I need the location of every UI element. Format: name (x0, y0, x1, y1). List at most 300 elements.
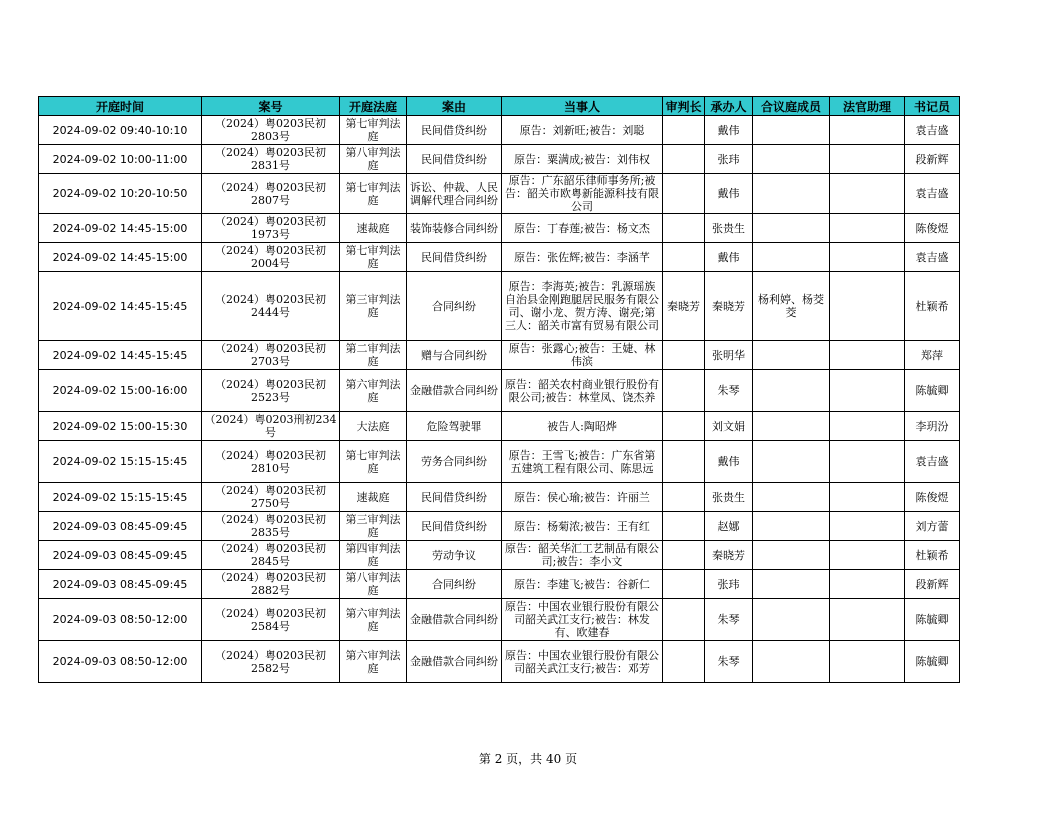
courtroom-cell (340, 599, 407, 641)
handler-cell (705, 441, 753, 483)
presiding-judge-cell (663, 370, 705, 412)
table-row (39, 145, 960, 174)
parties-cell-text: 原告：韶关农村商业银行股份有限公司;被告：林堂凤、饶杰养 (505, 377, 659, 404)
presiding-judge-cell (663, 412, 705, 441)
case-number-cell-text: （2024）粤0203民初2835号 (215, 513, 326, 539)
cause-cell (407, 512, 502, 541)
clerk-cell-text: 杜颖希 (915, 548, 949, 562)
hearing-time-cell (39, 599, 202, 641)
courtroom-cell (340, 641, 407, 683)
presiding-judge-cell (663, 341, 705, 370)
hearing-time-cell (39, 272, 202, 341)
cause-cell (407, 145, 502, 174)
case-number-cell-text: （2024）粤0203民初1973号 (215, 215, 326, 241)
case-number-cell-text: （2024）粤0203刑初234号 (204, 413, 337, 439)
hearing-time-cell-text: 2024-09-02 10:20-10:50 (52, 187, 188, 200)
case-number-cell-text: （2024）粤0203民初2882号 (215, 571, 326, 597)
table-row (39, 214, 960, 243)
page-footer: 第 2 页，共 40 页 (478, 752, 578, 766)
cause-cell-text: 民间借贷纠纷 (421, 490, 487, 504)
hearing-time-cell (39, 512, 202, 541)
courtroom-cell-text: 第六审判法庭 (345, 648, 401, 675)
handler-cell (705, 174, 753, 214)
hearing-time-cell (39, 641, 202, 683)
presiding-judge-cell (663, 116, 705, 145)
clerk-cell (905, 483, 960, 512)
cause-cell (407, 272, 502, 341)
parties-cell-text: 被告人:陶昭烨 (547, 419, 617, 433)
cause-cell (407, 570, 502, 599)
courtroom-cell-text: 大法庭 (356, 419, 390, 433)
hearing-time-cell (39, 243, 202, 272)
cause-cell (407, 214, 502, 243)
presiding-judge-cell (663, 174, 705, 214)
case-number-cell (202, 272, 340, 341)
judge-assistant-cell (830, 412, 905, 441)
hearing-time-cell (39, 341, 202, 370)
table-row (39, 174, 960, 214)
courtroom-cell (340, 174, 407, 214)
handler-cell (705, 370, 753, 412)
cause-cell (407, 541, 502, 570)
hearing-time-cell (39, 370, 202, 412)
clerk-cell-text: 陈俊煜 (915, 221, 949, 235)
handler-cell (705, 512, 753, 541)
cause-cell-text: 民间借贷纠纷 (421, 152, 487, 166)
header-courtroom: 开庭法庭 (340, 97, 407, 116)
parties-cell (502, 214, 663, 243)
judge-assistant-cell (830, 243, 905, 272)
parties-cell-text: 原告：张露心;被告：王婕、林伟滨 (508, 342, 656, 368)
clerk-cell-text: 段新辉 (915, 577, 949, 591)
courtroom-cell (340, 243, 407, 272)
table-row (39, 483, 960, 512)
case-number-cell-text: （2024）粤0203民初2703号 (215, 342, 326, 368)
cause-cell-text: 民间借贷纠纷 (421, 123, 487, 137)
handler-cell (705, 272, 753, 341)
parties-cell-text: 原告：侯心瑜;被告：许丽兰 (514, 490, 650, 504)
panel-members-cell (753, 483, 830, 512)
court-schedule-table (38, 96, 960, 683)
cause-cell-text: 合同纠纷 (432, 299, 476, 313)
case-number-cell-text: （2024）粤0203民初2831号 (215, 146, 326, 172)
hearing-time-cell-text: 2024-09-02 14:45-15:45 (52, 299, 188, 313)
parties-cell (502, 541, 663, 570)
clerk-cell-text: 陈毓卿 (915, 384, 949, 397)
case-number-cell-text: （2024）粤0203民初2582号 (215, 648, 326, 675)
hearing-time-cell (39, 441, 202, 483)
clerk-cell (905, 412, 960, 441)
judge-assistant-cell (830, 512, 905, 541)
judge-assistant-cell (830, 272, 905, 341)
parties-cell (502, 341, 663, 370)
header-presiding-judge: 审判长 (663, 97, 705, 116)
handler-cell (705, 243, 753, 272)
cause-cell-text: 装饰装修合同纠纷 (410, 221, 498, 235)
courtroom-cell (340, 483, 407, 512)
parties-cell (502, 441, 663, 483)
parties-cell (502, 512, 663, 541)
handler-cell-text: 戴伟 (717, 123, 740, 137)
table-row (39, 370, 960, 412)
header-case-number: 案号 (202, 97, 340, 116)
cause-cell (407, 441, 502, 483)
clerk-cell-text: 袁吉盛 (915, 250, 949, 264)
courtroom-cell-text: 第三审判法庭 (345, 513, 401, 539)
parties-cell (502, 483, 663, 512)
handler-cell (705, 341, 753, 370)
clerk-cell (905, 441, 960, 483)
case-number-cell (202, 512, 340, 541)
parties-cell-text: 原告：韶关华汇工艺制品有限公司;被告：李小文 (505, 542, 659, 568)
header-judge-assistant: 法官助理 (830, 97, 905, 116)
hearing-time-cell (39, 214, 202, 243)
case-number-cell-text: （2024）粤0203民初2803号 (215, 117, 326, 143)
table-header-row (39, 97, 960, 116)
hearing-time-cell-text: 2024-09-02 14:45-15:00 (52, 250, 188, 264)
header-parties: 当事人 (502, 97, 663, 116)
clerk-cell-text: 杜颖希 (915, 299, 949, 313)
courtroom-cell (340, 412, 407, 441)
parties-cell (502, 243, 663, 272)
hearing-time-cell-text: 2024-09-03 08:45-09:45 (52, 519, 188, 533)
clerk-cell-text: 郑萍 (921, 348, 943, 362)
clerk-cell (905, 641, 960, 683)
handler-cell-text: 朱琴 (717, 613, 740, 626)
parties-cell-text: 原告：杨菊浓;被告：王有红 (514, 519, 650, 533)
case-number-cell (202, 174, 340, 214)
table-row (39, 441, 960, 483)
handler-cell-text: 张贵生 (712, 221, 745, 235)
clerk-cell (905, 145, 960, 174)
judge-assistant-cell (830, 174, 905, 214)
courtroom-cell (340, 116, 407, 145)
parties-cell-text: 原告：丁春莲;被告：杨文杰 (514, 221, 650, 235)
courtroom-cell-text: 第四审判法庭 (345, 542, 401, 568)
parties-cell-text: 原告：中国农业银行股份有限公司韶关武江支行;被告：林发有、欧建春 (505, 600, 659, 639)
courtroom-cell-text: 第八审判法庭 (345, 146, 401, 172)
courtroom-cell (340, 370, 407, 412)
clerk-cell (905, 214, 960, 243)
presiding-judge-cell (663, 541, 705, 570)
parties-cell (502, 570, 663, 599)
case-number-cell-text: （2024）粤0203民初2584号 (215, 606, 326, 633)
courtroom-cell-text: 第七审判法庭 (345, 448, 401, 475)
cause-cell (407, 341, 502, 370)
handler-cell (705, 570, 753, 599)
courtroom-cell (340, 214, 407, 243)
clerk-cell-text: 陈毓卿 (915, 613, 949, 626)
header-handler: 承办人 (705, 97, 753, 116)
case-number-cell (202, 214, 340, 243)
cause-cell-text: 劳务合同纠纷 (421, 455, 487, 468)
cause-cell (407, 483, 502, 512)
panel-members-cell (753, 599, 830, 641)
parties-cell-text: 原告：中国农业银行股份有限公司韶关武江支行;被告：邓芳 (505, 648, 659, 675)
hearing-time-cell (39, 483, 202, 512)
cause-cell-text: 民间借贷纠纷 (421, 519, 487, 533)
courtroom-cell-text: 第六审判法庭 (345, 606, 401, 633)
table-row (39, 272, 960, 341)
courtroom-cell-text: 第八审判法庭 (345, 571, 401, 597)
hearing-time-cell-text: 2024-09-03 08:45-09:45 (52, 577, 188, 591)
courtroom-cell (340, 341, 407, 370)
clerk-cell (905, 243, 960, 272)
clerk-cell (905, 512, 960, 541)
case-number-cell (202, 243, 340, 272)
hearing-time-cell (39, 412, 202, 441)
parties-cell-text: 原告：粟满成;被告：刘伟权 (514, 152, 650, 166)
panel-members-cell (753, 512, 830, 541)
handler-cell-text: 戴伟 (717, 187, 740, 200)
judge-assistant-cell (830, 341, 905, 370)
case-number-cell (202, 441, 340, 483)
cause-cell-text: 劳动争议 (432, 548, 476, 562)
courtroom-cell-text: 第七审判法庭 (345, 180, 401, 207)
parties-cell (502, 599, 663, 641)
hearing-time-cell-text: 2024-09-02 15:00-16:00 (52, 384, 188, 397)
case-number-cell-text: （2024）粤0203民初2750号 (215, 484, 326, 510)
handler-cell-text: 张玮 (717, 152, 740, 166)
hearing-time-cell-text: 2024-09-02 10:00-11:00 (52, 152, 188, 166)
header-cause: 案由 (407, 97, 502, 116)
case-number-cell (202, 483, 340, 512)
presiding-judge-cell-text: 秦晓芳 (667, 299, 700, 313)
parties-cell (502, 145, 663, 174)
case-number-cell-text: （2024）粤0203民初2004号 (215, 244, 326, 270)
handler-cell-text: 秦晓芳 (712, 548, 745, 562)
cause-cell-text: 危险驾驶罪 (426, 419, 482, 433)
handler-cell (705, 599, 753, 641)
courtroom-cell (340, 441, 407, 483)
clerk-cell (905, 272, 960, 341)
panel-members-cell (753, 570, 830, 599)
judge-assistant-cell (830, 541, 905, 570)
hearing-time-cell-text: 2024-09-02 14:45-15:45 (52, 348, 188, 362)
judge-assistant-cell (830, 641, 905, 683)
header-hearing-time: 开庭时间 (39, 97, 202, 116)
judge-assistant-cell (830, 483, 905, 512)
cause-cell-text: 诉讼、仲裁、人民调解代理合同纠纷 (410, 180, 498, 207)
parties-cell-text: 原告：刘新旺;被告：刘聪 (519, 123, 645, 137)
judge-assistant-cell (830, 570, 905, 599)
clerk-cell-text: 段新辉 (915, 152, 949, 166)
judge-assistant-cell (830, 145, 905, 174)
presiding-judge-cell (663, 483, 705, 512)
courtroom-cell (340, 145, 407, 174)
hearing-time-cell-text: 2024-09-02 15:00-15:30 (52, 419, 188, 433)
judge-assistant-cell (830, 599, 905, 641)
hearing-time-cell (39, 174, 202, 214)
clerk-cell-text: 刘方蕾 (915, 519, 949, 533)
handler-cell (705, 641, 753, 683)
handler-cell-text: 朱琴 (717, 384, 740, 397)
table-row (39, 116, 960, 145)
case-number-cell (202, 541, 340, 570)
courtroom-cell-text: 第二审判法庭 (345, 342, 401, 368)
header-clerk: 书记员 (905, 97, 960, 116)
cause-cell (407, 641, 502, 683)
handler-cell-text: 赵娜 (717, 519, 740, 533)
clerk-cell-text: 袁吉盛 (915, 123, 949, 137)
hearing-time-cell (39, 570, 202, 599)
clerk-cell (905, 541, 960, 570)
parties-cell (502, 370, 663, 412)
header-panel-members: 合议庭成员 (753, 97, 830, 116)
clerk-cell-text: 袁吉盛 (915, 455, 949, 468)
handler-cell (705, 145, 753, 174)
courtroom-cell-text: 速裁庭 (356, 490, 390, 504)
hearing-time-cell-text: 2024-09-02 09:40-10:10 (52, 123, 188, 137)
presiding-judge-cell (663, 641, 705, 683)
hearing-time-cell (39, 541, 202, 570)
cause-cell-text: 民间借贷纠纷 (421, 250, 487, 264)
presiding-judge-cell (663, 570, 705, 599)
hearing-time-cell-text: 2024-09-03 08:50-12:00 (52, 613, 188, 626)
handler-cell (705, 214, 753, 243)
handler-cell-text: 戴伟 (717, 250, 740, 264)
cause-cell-text: 赠与合同纠纷 (421, 348, 487, 362)
table-row (39, 512, 960, 541)
cause-cell-text: 金融借款合同纠纷 (410, 384, 498, 397)
handler-cell-text: 朱琴 (717, 655, 740, 668)
cause-cell-text: 金融借款合同纠纷 (410, 655, 498, 668)
case-number-cell (202, 145, 340, 174)
parties-cell (502, 641, 663, 683)
clerk-cell (905, 370, 960, 412)
case-number-cell-text: （2024）粤0203民初2807号 (215, 180, 326, 207)
handler-cell-text: 刘文娟 (712, 419, 745, 433)
presiding-judge-cell (663, 441, 705, 483)
hearing-time-cell-text: 2024-09-02 15:15-15:45 (52, 455, 188, 468)
judge-assistant-cell (830, 116, 905, 145)
clerk-cell (905, 570, 960, 599)
parties-cell-text: 原告：王雪飞;被告：广东省第五建筑工程有限公司、陈思远 (508, 448, 656, 475)
table-row (39, 599, 960, 641)
case-number-cell (202, 641, 340, 683)
case-number-cell-text: （2024）粤0203民初2810号 (215, 448, 326, 475)
cause-cell-text: 合同纠纷 (432, 577, 476, 591)
courtroom-cell-text: 第七审判法庭 (345, 244, 401, 270)
panel-members-cell (753, 541, 830, 570)
handler-cell (705, 412, 753, 441)
judge-assistant-cell (830, 214, 905, 243)
clerk-cell-text: 李玥汾 (915, 419, 949, 433)
judge-assistant-cell (830, 370, 905, 412)
panel-members-cell (753, 412, 830, 441)
panel-members-cell (753, 243, 830, 272)
handler-cell-text: 张玮 (717, 577, 740, 591)
cause-cell (407, 412, 502, 441)
case-number-cell (202, 599, 340, 641)
table-row (39, 243, 960, 272)
case-number-cell-text: （2024）粤0203民初2845号 (215, 542, 326, 568)
handler-cell-text: 张贵生 (712, 490, 745, 504)
presiding-judge-cell (663, 272, 705, 341)
clerk-cell (905, 116, 960, 145)
cause-cell (407, 116, 502, 145)
panel-members-cell (753, 174, 830, 214)
panel-members-cell (753, 370, 830, 412)
table-row (39, 641, 960, 683)
hearing-time-cell (39, 116, 202, 145)
panel-members-cell (753, 116, 830, 145)
table-row (39, 412, 960, 441)
presiding-judge-cell (663, 243, 705, 272)
parties-cell-text: 原告：张佐辉;被告：李涵芊 (514, 250, 650, 264)
table-row (39, 341, 960, 370)
panel-members-cell (753, 214, 830, 243)
panel-members-cell (753, 341, 830, 370)
table-row (39, 570, 960, 599)
presiding-judge-cell (663, 512, 705, 541)
parties-cell (502, 272, 663, 341)
panel-members-cell (753, 272, 830, 341)
parties-cell-text: 原告：李建飞;被告：谷新仁 (514, 577, 650, 591)
case-number-cell-text: （2024）粤0203民初2523号 (215, 377, 326, 404)
table-row (39, 541, 960, 570)
panel-members-cell (753, 145, 830, 174)
courtroom-cell (340, 541, 407, 570)
hearing-time-cell-text: 2024-09-02 15:15-15:45 (52, 490, 188, 504)
parties-cell (502, 174, 663, 214)
presiding-judge-cell (663, 214, 705, 243)
panel-members-cell-text: 杨利婷、杨茭茭 (758, 293, 824, 319)
case-number-cell (202, 116, 340, 145)
handler-cell-text: 秦晓芳 (712, 299, 745, 313)
courtroom-cell-text: 第六审判法庭 (345, 377, 401, 404)
cause-cell (407, 174, 502, 214)
cause-cell (407, 599, 502, 641)
parties-cell-text: 原告：李海英;被告：乳源瑶族自治县金刚跑腿居民服务有限公司、谢小龙、贺方涛、谢亮;第三人：韶关市富有贸易有限公司 (505, 280, 659, 332)
clerk-cell (905, 174, 960, 214)
parties-cell (502, 116, 663, 145)
courtroom-cell-text: 第三审判法庭 (345, 293, 401, 319)
courtroom-cell-text: 第七审判法庭 (345, 117, 401, 143)
panel-members-cell (753, 441, 830, 483)
judge-assistant-cell (830, 441, 905, 483)
case-number-cell (202, 570, 340, 599)
cause-cell (407, 243, 502, 272)
hearing-time-cell (39, 145, 202, 174)
handler-cell-text: 张明华 (712, 348, 745, 362)
panel-members-cell (753, 641, 830, 683)
courtroom-cell (340, 570, 407, 599)
courtroom-cell (340, 512, 407, 541)
case-number-cell (202, 412, 340, 441)
case-number-cell (202, 370, 340, 412)
case-number-cell-text: （2024）粤0203民初2444号 (215, 293, 326, 319)
cause-cell-text: 金融借款合同纠纷 (410, 613, 498, 626)
presiding-judge-cell (663, 599, 705, 641)
case-number-cell (202, 341, 340, 370)
handler-cell (705, 116, 753, 145)
parties-cell-text: 原告：广东韶乐律师事务所;被告：韶关市欧粤新能源科技有限公司 (505, 174, 659, 213)
clerk-cell (905, 599, 960, 641)
clerk-cell-text: 袁吉盛 (915, 187, 949, 200)
clerk-cell (905, 341, 960, 370)
courtroom-cell-text: 速裁庭 (356, 221, 390, 235)
parties-cell (502, 412, 663, 441)
cause-cell (407, 370, 502, 412)
handler-cell (705, 483, 753, 512)
clerk-cell-text: 陈毓卿 (915, 655, 949, 668)
hearing-time-cell-text: 2024-09-03 08:45-09:45 (52, 548, 188, 562)
clerk-cell-text: 陈俊煜 (915, 490, 949, 504)
hearing-time-cell-text: 2024-09-03 08:50-12:00 (52, 655, 188, 668)
courtroom-cell (340, 272, 407, 341)
handler-cell (705, 541, 753, 570)
